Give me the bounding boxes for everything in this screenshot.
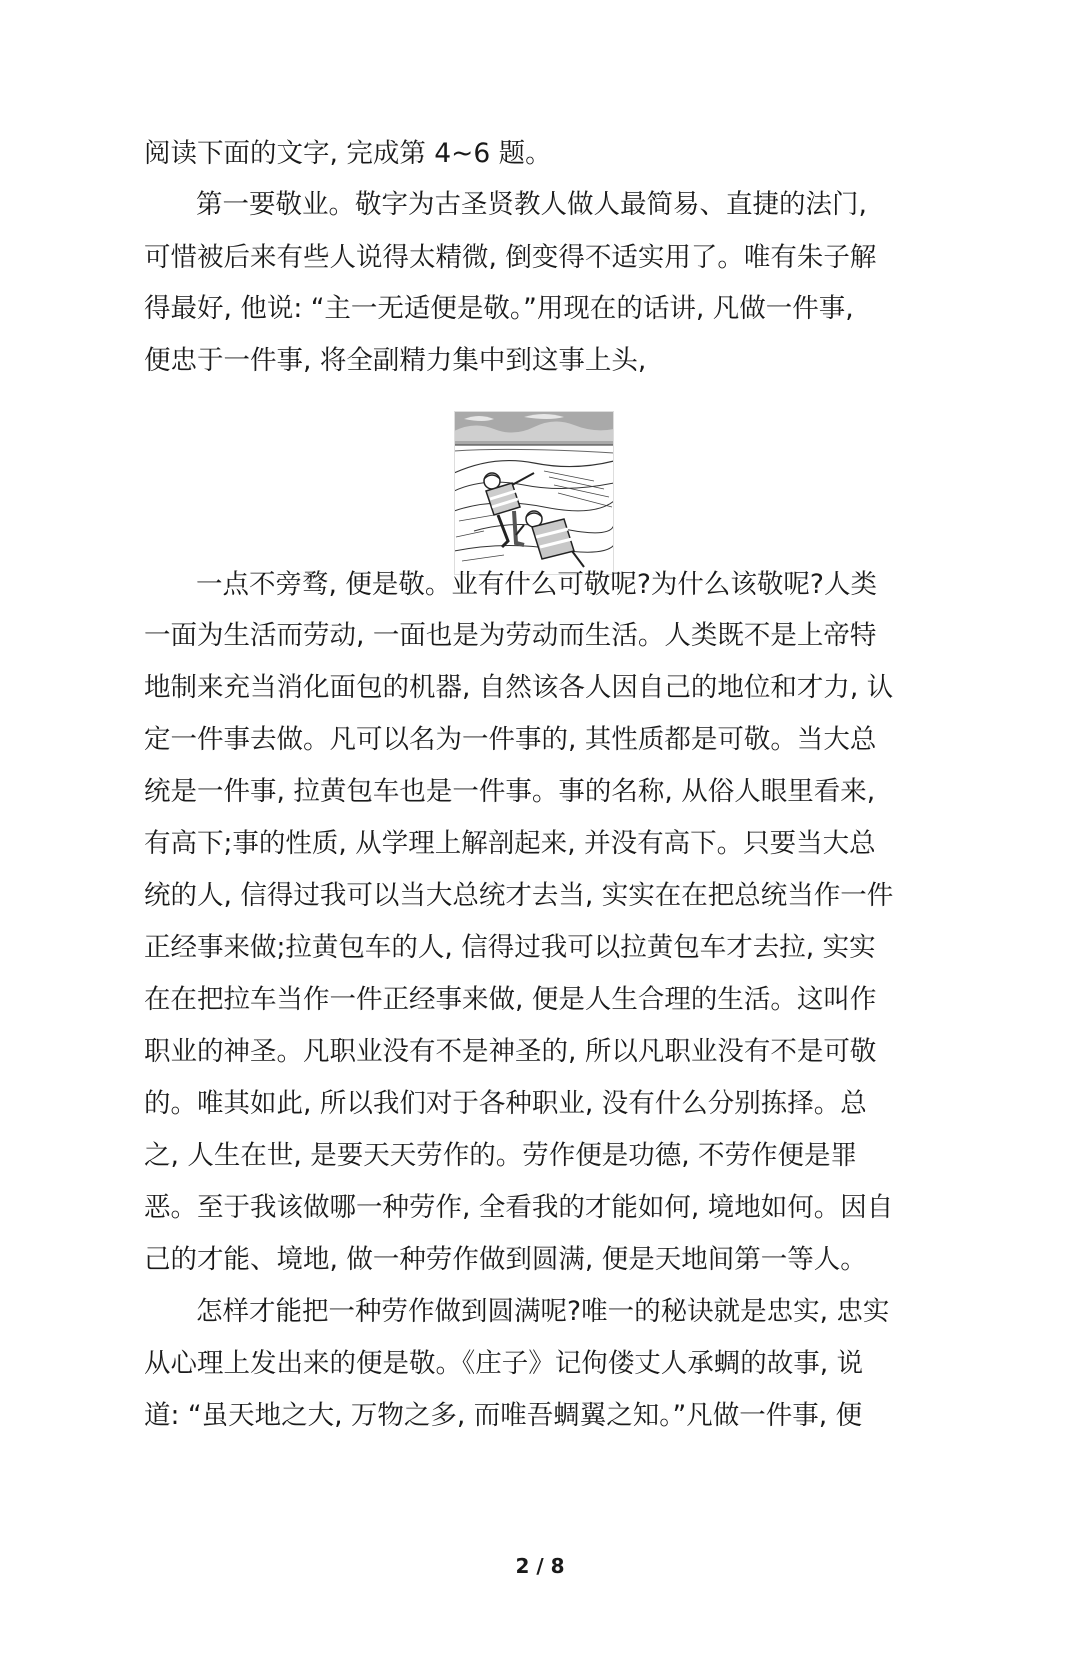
p2-line-10: 职业的神圣。凡职业没有不是神圣的, 所以凡职业没有不是可敬 (144, 1036, 877, 1067)
p3-line-1: 怎样才能把一种劳作做到圆满呢?唯一的秘诀就是忠实, 忠实 (196, 1296, 890, 1327)
workers-illustration (454, 411, 614, 575)
p2-line-5: 统是一件事, 拉黄包车也是一件事。事的名称, 从俗人眼里看来, (144, 776, 876, 807)
p1-line-2: 可惜被后来有些人说得太精微, 倒变得不适实用了。唯有朱子解 (144, 242, 877, 273)
p1-line-1: 第一要敬业。敬字为古圣贤教人做人最简易、直捷的法门, (196, 189, 867, 220)
p3-line-3: 道: “虽天地之大, 万物之多, 而唯吾蜩翼之知。”凡做一件事, 便 (144, 1400, 863, 1431)
p2-line-13: 恶。至于我该做哪一种劳作, 全看我的才能如何, 境地如何。因自 (144, 1192, 894, 1223)
p2-line-11: 的。唯其如此, 所以我们对于各种职业, 没有什么分别拣择。总 (144, 1088, 867, 1119)
p2-line-9: 在在把拉车当作一件正经事来做, 便是人生合理的生活。这叫作 (144, 984, 877, 1015)
p2-line-12: 之, 人生在世, 是要天天劳作的。劳作便是功德, 不劳作便是罪 (144, 1140, 858, 1171)
p2-line-14: 己的才能、境地, 做一种劳作做到圆满, 便是天地间第一等人。 (144, 1244, 867, 1275)
page-number: 2 / 8 (515, 1554, 565, 1578)
p3-line-2: 从心理上发出来的便是敬。《庄子》记佝偻丈人承蜩的故事, 说 (144, 1348, 864, 1379)
p1-line-3: 得最好, 他说: “主一无适便是敬。”用现在的话讲, 凡做一件事, (144, 293, 854, 324)
p2-line-8: 正经事来做;拉黄包车的人, 信得过我可以拉黄包车才去拉, 实实 (144, 932, 876, 963)
p2-line-4: 定一件事去做。凡可以名为一件事的, 其性质都是可敬。当大总 (144, 724, 877, 755)
p2-line-6: 有高下;事的性质, 从学理上解剖起来, 并没有高下。只要当大总 (144, 828, 876, 859)
p1-line-4: 便忠于一件事, 将全副精力集中到这事上头, (144, 345, 647, 376)
p2-line-3: 地制来充当消化面包的机器, 自然该各人因自己的地位和才力, 认 (144, 672, 894, 703)
p2-line-2: 一面为生活而劳动, 一面也是为劳动而生活。人类既不是上帝特 (144, 620, 877, 651)
p2-line-7: 统的人, 信得过我可以当大总统才去当, 实实在在把总统当作一件 (144, 880, 894, 911)
intro-line: 阅读下面的文字, 完成第 4~6 题。 (144, 138, 552, 169)
p2-line-1: 一点不旁骛, 便是敬。业有什么可敬呢?为什么该敬呢?人类 (196, 569, 877, 600)
